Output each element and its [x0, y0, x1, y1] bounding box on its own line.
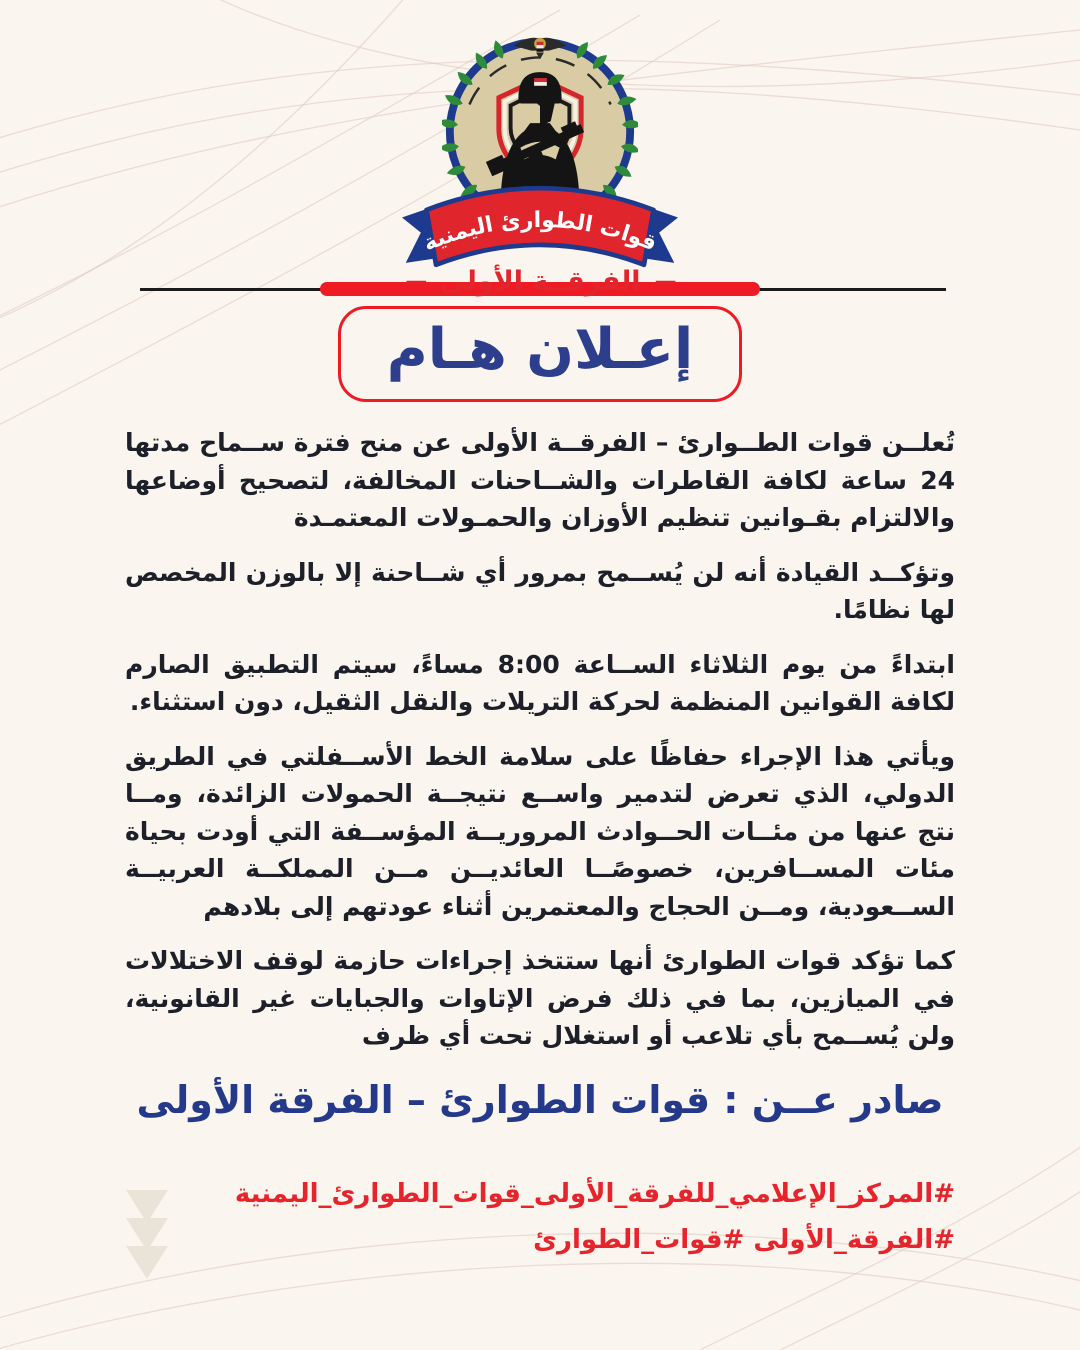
announcement-body [125, 424, 955, 1072]
division-label: الفرقــة الأولى [439, 266, 641, 297]
announcement-paragraph: وتؤكــد القيادة أنه لن يُســمح بمرور أي شــاحنة إلا بالوزن المخصص لها نظامًا. [125, 557, 955, 624]
announcement-paragraph: كما تؤكد قوات الطوارئ أنها ستتخذ إجراءات حازمة لوقف الاختلالات في الميازين، بما في ذلك فرض الإتاوات والجبايات غير القانونية، ولن يُســمح بأي تلاعب أو استغلال تحت أي ظرف [125, 946, 955, 1050]
triangle-decorations [126, 1190, 168, 1274]
title-box [338, 306, 742, 402]
logo-ribbon [397, 174, 683, 278]
announcement-paragraph: ابتداءً من يوم الثلاثاء الســاعة 8:00 مساءً، سيتم التطبيق الصارم لكافة القوانين المنظمة لحركة التريلات والنقل الثقيل، دون استثناء. [125, 649, 955, 716]
issued-by: صادر عــن : قوات الطوارئ – الفرقة الأولى [136, 1078, 944, 1122]
announcement-paragraph: تُعلــن قوات الطــوارئ – الفرقــة الأولى عن منح فترة ســماح مدتها 24 ساعة لكافة القاطرات والشــاحنات المخالفة، لتصحيح أوضاعها والالتزام بقـوانين تنظيم الأوزان والحمـولات المعتمـدة [125, 428, 955, 532]
division-label-row [405, 266, 674, 297]
hashtags-block [195, 1172, 955, 1263]
announcement-paragraph: ويأتي هذا الإجراء حفاظًا على سلامة الخط الأســفلتي في الطريق الدولي، الذي تعرض لتدمير واســع نتيجــة الحمولات الزائدة، ومــا نتج عنها من مئــات الحــوادث المروريــة المؤســفة التي أودت بحياة مئات المســافرين، خصوصًــا العائديــن مــن المملكــة العربيــة الســعودية، ومــن الحجاج والمعتمرين أثناء عودتهم إلى بلادهم [125, 741, 955, 921]
hashtag-line: #المركز_الإعلامي_للفرقة_الأولى_قوات_الطوارئ_اليمنية [234, 1179, 955, 1209]
triangle-icon [126, 1246, 168, 1279]
hashtag-line: #الفرقة_الأولى #قوات_الطوارئ [533, 1224, 955, 1255]
dash-left: — [405, 269, 426, 294]
ribbon-text: قوات الطوارئ اليمنية [419, 207, 661, 257]
header [0, 26, 1080, 297]
dash-right: — [654, 269, 675, 294]
page-title: إعـلان هـام [386, 317, 694, 382]
